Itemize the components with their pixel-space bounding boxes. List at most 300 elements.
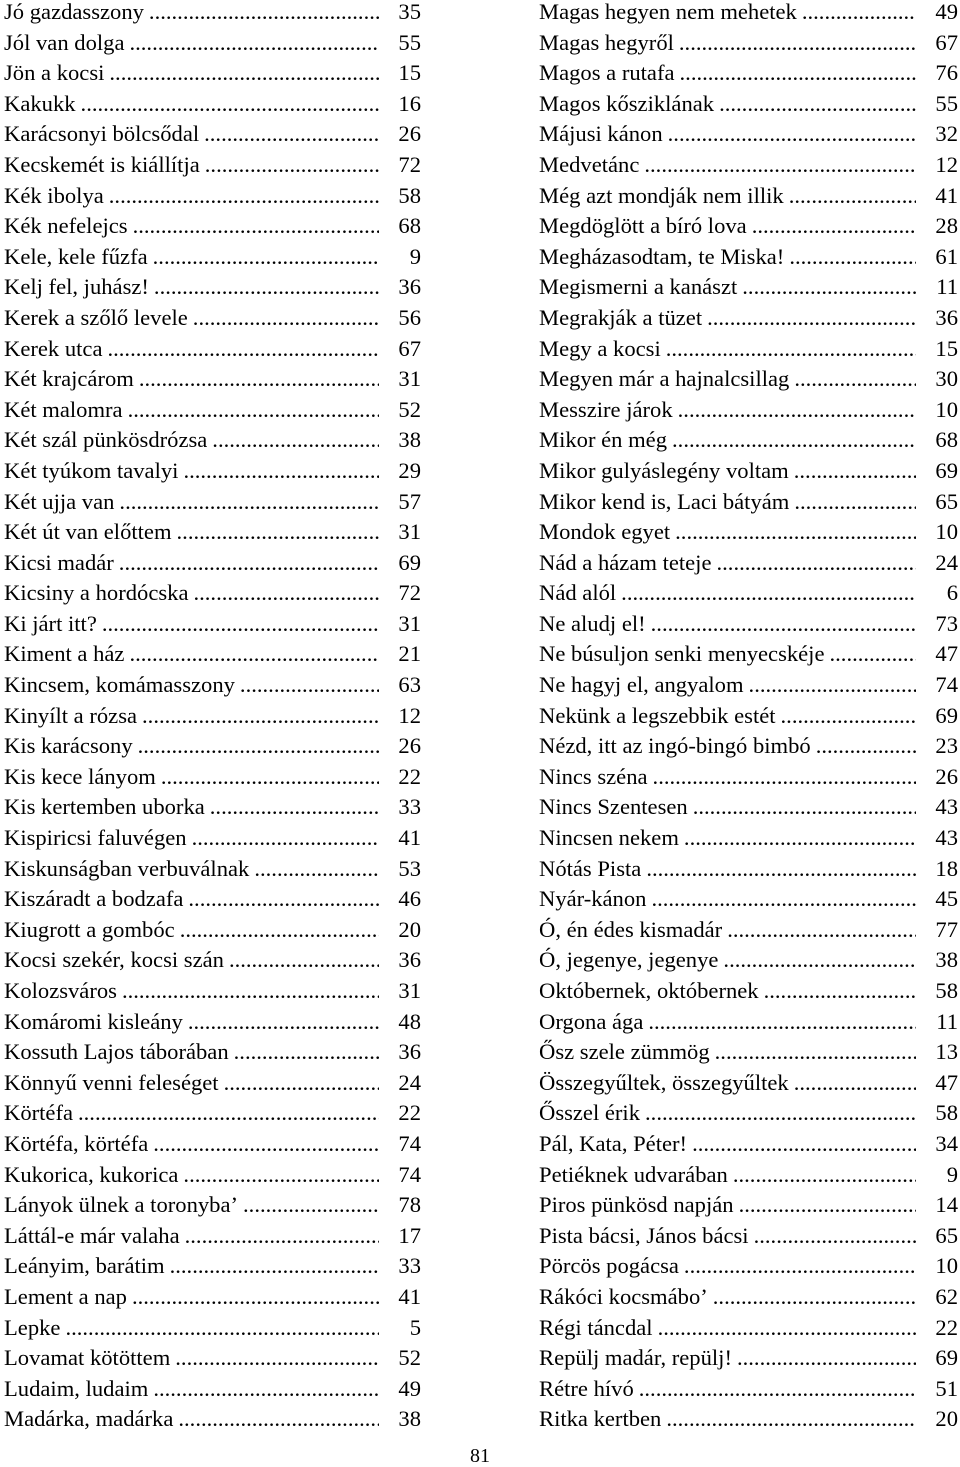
entry-page-number: 36 bbox=[398, 274, 421, 300]
dot-leader bbox=[183, 459, 379, 483]
entry-title: Kerek utca bbox=[4, 335, 103, 361]
entry-page-number: 12 bbox=[398, 702, 421, 728]
entry-title: Medvetánc bbox=[539, 151, 640, 177]
entry-page-number: 5 bbox=[409, 1314, 421, 1340]
entry-page-number: 41 bbox=[398, 825, 421, 851]
dot-leader bbox=[737, 1346, 916, 1370]
index-entry bbox=[4, 1163, 421, 1194]
entry-title: Megházasodtam, te Miska! bbox=[539, 243, 785, 269]
entry-title: Ludaim, ludaim bbox=[4, 1375, 149, 1401]
dot-leader bbox=[139, 367, 379, 391]
entry-page-number: 69 bbox=[935, 1345, 958, 1371]
index-entry bbox=[539, 1254, 958, 1285]
entry-page-number: 31 bbox=[398, 610, 421, 636]
dot-leader bbox=[180, 918, 379, 942]
entry-title: Megdöglött a bíró lova bbox=[539, 213, 747, 239]
entry-page-number: 26 bbox=[398, 121, 421, 147]
entry-title: Nótás Pista bbox=[539, 855, 642, 881]
index-entry bbox=[539, 918, 958, 949]
dot-leader bbox=[794, 367, 916, 391]
entry-page-number: 20 bbox=[398, 916, 421, 942]
index-entry bbox=[539, 795, 958, 826]
entry-page-number: 41 bbox=[398, 1283, 421, 1309]
entry-title: Pál, Kata, Péter! bbox=[539, 1130, 688, 1156]
entry-page-number: 56 bbox=[398, 304, 421, 330]
entry-page-number: 43 bbox=[935, 825, 958, 851]
entry-page-number: 14 bbox=[935, 1192, 958, 1218]
entry-page-number: 49 bbox=[935, 0, 958, 24]
dot-leader bbox=[789, 245, 916, 269]
entry-page-number: 74 bbox=[935, 672, 958, 698]
entry-page-number: 52 bbox=[398, 1345, 421, 1371]
dot-leader bbox=[727, 918, 916, 942]
dot-leader bbox=[78, 1101, 379, 1125]
entry-title: Két malomra bbox=[4, 396, 123, 422]
entry-title: Régi táncdal bbox=[539, 1314, 653, 1340]
dot-leader bbox=[122, 979, 379, 1003]
index-entry bbox=[539, 673, 958, 704]
entry-page-number: 63 bbox=[398, 672, 421, 698]
dot-leader bbox=[715, 1040, 916, 1064]
dot-leader bbox=[193, 581, 379, 605]
index-entry bbox=[4, 765, 421, 796]
dot-leader bbox=[128, 398, 379, 422]
entry-title: Ki járt itt? bbox=[4, 610, 97, 636]
entry-title: Karácsonyi bölcsődal bbox=[4, 121, 200, 147]
entry-title: Kicsi madár bbox=[4, 549, 114, 575]
index-entry bbox=[4, 826, 421, 857]
entry-title: Kocsi szekér, kocsi szán bbox=[4, 947, 224, 973]
index-entry bbox=[539, 459, 958, 490]
entry-page-number: 51 bbox=[935, 1375, 958, 1401]
index-entry bbox=[4, 551, 421, 582]
entry-page-number: 52 bbox=[398, 396, 421, 422]
index-entry bbox=[539, 704, 958, 735]
entry-page-number: 48 bbox=[398, 1008, 421, 1034]
dot-leader bbox=[739, 1193, 916, 1217]
entry-page-number: 26 bbox=[935, 763, 958, 789]
entry-page-number: 34 bbox=[935, 1130, 958, 1156]
entry-page-number: 41 bbox=[935, 182, 958, 208]
index-entry bbox=[4, 979, 421, 1010]
index-entry bbox=[539, 184, 958, 215]
dot-leader bbox=[133, 214, 379, 238]
index-entry bbox=[4, 275, 421, 306]
entry-page-number: 13 bbox=[935, 1039, 958, 1065]
entry-page-number: 11 bbox=[936, 1008, 958, 1034]
entry-title: Ne búsuljon senki menyecskéje bbox=[539, 641, 825, 667]
entry-page-number: 58 bbox=[935, 1100, 958, 1126]
index-entry bbox=[4, 795, 421, 826]
dot-leader bbox=[177, 520, 379, 544]
entry-title: Kecskemét is kiállítja bbox=[4, 151, 200, 177]
entry-title: Kiskunságban verbuválnak bbox=[4, 855, 250, 881]
index-entry bbox=[539, 1010, 958, 1041]
dot-leader bbox=[658, 1316, 916, 1340]
dot-leader bbox=[132, 1285, 379, 1309]
entry-title: Két szál pünkösdrózsa bbox=[4, 427, 208, 453]
entry-page-number: 22 bbox=[935, 1314, 958, 1340]
entry-title: Körtéfa bbox=[4, 1100, 73, 1126]
dot-leader bbox=[254, 857, 379, 881]
index-entry bbox=[4, 1285, 421, 1316]
dot-leader bbox=[204, 122, 379, 146]
index-entry bbox=[539, 551, 958, 582]
dot-leader bbox=[668, 122, 916, 146]
entry-page-number: 46 bbox=[398, 886, 421, 912]
index-entry bbox=[4, 337, 421, 368]
entry-title: Körtéfa, körtéfa bbox=[4, 1130, 149, 1156]
index-entry bbox=[4, 1132, 421, 1163]
index-entry bbox=[539, 398, 958, 429]
entry-title: Nád a házam teteje bbox=[539, 549, 712, 575]
dot-leader bbox=[138, 734, 379, 758]
index-entry bbox=[4, 857, 421, 888]
index-entry bbox=[4, 214, 421, 245]
entry-page-number: 16 bbox=[398, 90, 421, 116]
entry-page-number: 45 bbox=[935, 886, 958, 912]
entry-title: Kicsiny a hordócska bbox=[4, 580, 189, 606]
entry-title: Jól van dolga bbox=[4, 29, 125, 55]
dot-leader bbox=[723, 948, 916, 972]
entry-title: Kele, kele fűzfa bbox=[4, 243, 148, 269]
entry-title: Megyen már a hajnalcsillag bbox=[539, 366, 790, 392]
index-entry bbox=[4, 673, 421, 704]
entry-title: Megismerni a kanászt bbox=[539, 274, 738, 300]
index-entry bbox=[4, 612, 421, 643]
entry-page-number: 21 bbox=[398, 641, 421, 667]
entry-page-number: 31 bbox=[398, 978, 421, 1003]
index-entry bbox=[4, 1316, 421, 1347]
index-column-right bbox=[539, 0, 958, 1438]
dot-leader bbox=[188, 887, 379, 911]
entry-page-number: 15 bbox=[398, 60, 421, 86]
entry-title: Nincs széna bbox=[539, 763, 648, 789]
index-entry bbox=[539, 520, 958, 551]
index-entry bbox=[4, 948, 421, 979]
dot-leader bbox=[153, 1132, 379, 1156]
entry-title: Piros pünkösd napján bbox=[539, 1192, 734, 1218]
entry-page-number: 35 bbox=[398, 0, 421, 24]
entry-title: Kukorica, kukorica bbox=[4, 1161, 179, 1187]
entry-page-number: 10 bbox=[935, 1253, 958, 1279]
entry-title: Két ujja van bbox=[4, 488, 115, 514]
index-entry bbox=[4, 153, 421, 184]
index-entry bbox=[539, 1101, 958, 1132]
entry-title: Pista bácsi, János bácsi bbox=[539, 1222, 749, 1248]
dot-leader bbox=[684, 826, 916, 850]
index-entry bbox=[539, 0, 958, 31]
entry-page-number: 36 bbox=[398, 1039, 421, 1065]
index-entry bbox=[539, 275, 958, 306]
entry-title: Nekünk a legszebbik estét bbox=[539, 702, 776, 728]
entry-title: Pörcös pogácsa bbox=[539, 1253, 679, 1279]
dot-leader bbox=[129, 31, 379, 55]
index-entry bbox=[539, 61, 958, 92]
dot-leader bbox=[794, 1071, 916, 1095]
dot-leader bbox=[794, 459, 916, 483]
entry-page-number: 15 bbox=[935, 335, 958, 361]
entry-title: Kis karácsony bbox=[4, 733, 133, 759]
entry-title: Mikor kend is, Laci bátyám bbox=[539, 488, 790, 514]
entry-page-number: 65 bbox=[935, 1222, 958, 1248]
entry-page-number: 22 bbox=[398, 1100, 421, 1126]
index-entry bbox=[539, 367, 958, 398]
dot-leader bbox=[178, 1407, 379, 1431]
entry-page-number: 74 bbox=[398, 1161, 421, 1187]
dot-leader bbox=[240, 673, 379, 697]
dot-leader bbox=[692, 1132, 916, 1156]
entry-page-number: 24 bbox=[935, 549, 958, 575]
page-number: 81 bbox=[470, 1445, 490, 1467]
index-entry bbox=[539, 306, 958, 337]
index-entry bbox=[539, 92, 958, 123]
entry-page-number: 31 bbox=[398, 366, 421, 392]
dot-leader bbox=[192, 826, 379, 850]
entry-title: Jön a kocsi bbox=[4, 60, 105, 86]
index-entry bbox=[4, 459, 421, 490]
dot-leader bbox=[107, 337, 379, 361]
dot-leader bbox=[794, 490, 916, 514]
entry-page-number: 24 bbox=[398, 1069, 421, 1095]
entry-page-number: 65 bbox=[935, 488, 958, 514]
index-entry bbox=[539, 428, 958, 459]
index-entry bbox=[539, 642, 958, 673]
dot-leader bbox=[645, 1101, 916, 1125]
index-entry bbox=[4, 1040, 421, 1071]
entry-title: Két út van előttem bbox=[4, 519, 172, 545]
entry-title: Nád alól bbox=[539, 580, 617, 606]
index-entry bbox=[539, 1407, 958, 1438]
entry-title: Kiszáradt a bodzafa bbox=[4, 886, 184, 912]
dot-leader bbox=[65, 1316, 379, 1340]
entry-page-number: 69 bbox=[398, 549, 421, 575]
entry-title: Messzire járok bbox=[539, 396, 673, 422]
entry-page-number: 33 bbox=[398, 794, 421, 820]
dot-leader bbox=[816, 734, 916, 758]
entry-title: Petiéknek udvarában bbox=[539, 1161, 728, 1187]
index-entry bbox=[539, 948, 958, 979]
entry-page-number: 68 bbox=[935, 427, 958, 453]
index-entry bbox=[539, 153, 958, 184]
dot-leader bbox=[651, 612, 916, 636]
index-entry bbox=[539, 31, 958, 62]
entry-page-number: 76 bbox=[935, 60, 958, 86]
dot-leader bbox=[193, 306, 379, 330]
index-entry bbox=[4, 1254, 421, 1285]
index-entry bbox=[4, 734, 421, 765]
dot-leader bbox=[185, 1224, 379, 1248]
dot-leader bbox=[644, 153, 916, 177]
index-entry bbox=[4, 1377, 421, 1408]
entry-page-number: 28 bbox=[935, 213, 958, 239]
entry-page-number: 9 bbox=[409, 243, 421, 269]
entry-page-number: 47 bbox=[935, 641, 958, 667]
entry-page-number: 58 bbox=[935, 978, 958, 1003]
entry-page-number: 31 bbox=[398, 519, 421, 545]
index-column-left bbox=[4, 0, 421, 1438]
entry-title: Lányok ülnek a toronyba’ bbox=[4, 1192, 239, 1218]
entry-title: Ősz szele zümmög bbox=[539, 1039, 710, 1065]
entry-title: Megrakják a tüzet bbox=[539, 304, 703, 330]
entry-page-number: 58 bbox=[398, 182, 421, 208]
entry-title: Ősszel érik bbox=[539, 1100, 641, 1126]
dot-leader bbox=[109, 61, 379, 85]
entry-page-number: 12 bbox=[935, 151, 958, 177]
index-entry bbox=[539, 1346, 958, 1377]
dot-leader bbox=[149, 0, 379, 24]
entry-page-number: 20 bbox=[935, 1406, 958, 1432]
index-entry bbox=[4, 1407, 421, 1438]
dot-leader bbox=[648, 1010, 916, 1034]
dot-leader bbox=[830, 642, 917, 666]
entry-title: Komáromi kisleány bbox=[4, 1008, 183, 1034]
entry-page-number: 11 bbox=[936, 274, 958, 300]
entry-title: Két krajcárom bbox=[4, 366, 134, 392]
dot-leader bbox=[651, 887, 916, 911]
entry-page-number: 49 bbox=[398, 1375, 421, 1401]
index-entry bbox=[4, 245, 421, 276]
dot-leader bbox=[142, 704, 379, 728]
entry-title: Kincsem, komámasszony bbox=[4, 672, 235, 698]
entry-title: Összegyűltek, összegyűltek bbox=[539, 1069, 789, 1095]
dot-leader bbox=[188, 1010, 379, 1034]
entry-title: Kispiricsi faluvégen bbox=[4, 825, 187, 851]
entry-page-number: 29 bbox=[398, 457, 421, 483]
dot-leader bbox=[153, 245, 379, 269]
index-entry bbox=[4, 398, 421, 429]
entry-page-number: 6 bbox=[946, 580, 958, 606]
dot-leader bbox=[666, 337, 916, 361]
index-entry bbox=[4, 122, 421, 153]
entry-page-number: 67 bbox=[935, 29, 958, 55]
entry-title: Ritka kertben bbox=[539, 1406, 662, 1432]
index-entry bbox=[4, 0, 421, 31]
entry-title: Madárka, madárka bbox=[4, 1406, 174, 1432]
entry-title: Kelj fel, juhász! bbox=[4, 274, 149, 300]
entry-title: Kiugrott a gombóc bbox=[4, 916, 175, 942]
entry-page-number: 36 bbox=[935, 304, 958, 330]
dot-leader bbox=[713, 1285, 916, 1309]
entry-title: Mikor gulyáslegény voltam bbox=[539, 457, 789, 483]
entry-title: Kossuth Lajos táborában bbox=[4, 1039, 229, 1065]
entry-page-number: 26 bbox=[398, 733, 421, 759]
entry-title: Magos a rutafa bbox=[539, 60, 675, 86]
index-entry bbox=[539, 979, 958, 1010]
dot-leader bbox=[684, 1254, 916, 1278]
index-entry bbox=[539, 122, 958, 153]
dot-leader bbox=[653, 765, 916, 789]
dot-leader bbox=[749, 673, 916, 697]
entry-title: Ne hagyj el, angyalom bbox=[539, 672, 744, 698]
entry-page-number: 72 bbox=[398, 580, 421, 606]
dot-leader bbox=[719, 92, 916, 116]
entry-page-number: 10 bbox=[935, 396, 958, 422]
entry-page-number: 10 bbox=[935, 519, 958, 545]
index-entry bbox=[4, 306, 421, 337]
index-entry bbox=[4, 1193, 421, 1224]
index-entry bbox=[4, 642, 421, 673]
dot-leader bbox=[175, 1346, 379, 1370]
dot-leader bbox=[224, 1071, 379, 1095]
dot-leader bbox=[170, 1254, 379, 1278]
dot-leader bbox=[742, 275, 916, 299]
entry-title: Láttál-e már valaha bbox=[4, 1222, 180, 1248]
entry-page-number: 18 bbox=[935, 855, 958, 881]
index-entry bbox=[4, 490, 421, 521]
dot-leader bbox=[672, 428, 916, 452]
entry-title: Könnyű venni feleséget bbox=[4, 1069, 219, 1095]
index-entry bbox=[4, 887, 421, 918]
index-entry bbox=[539, 214, 958, 245]
index-entry bbox=[539, 490, 958, 521]
entry-title: Magas hegyen nem mehetek bbox=[539, 0, 797, 24]
dot-leader bbox=[680, 61, 916, 85]
index-entry bbox=[4, 61, 421, 92]
dot-leader bbox=[781, 704, 916, 728]
entry-page-number: 22 bbox=[398, 763, 421, 789]
entry-title: Kakukk bbox=[4, 90, 76, 116]
entry-page-number: 55 bbox=[935, 90, 958, 116]
dot-leader bbox=[707, 306, 916, 330]
entry-page-number: 38 bbox=[398, 1406, 421, 1432]
dot-leader bbox=[764, 979, 916, 1003]
index-entry bbox=[4, 1346, 421, 1377]
dot-leader bbox=[752, 214, 916, 238]
entry-page-number: 62 bbox=[935, 1283, 958, 1309]
entry-title: Kis kertemben uborka bbox=[4, 794, 205, 820]
entry-title: Két tyúkom tavalyi bbox=[4, 457, 179, 483]
index-entry bbox=[539, 581, 958, 612]
entry-page-number: 55 bbox=[398, 29, 421, 55]
entry-page-number: 53 bbox=[398, 855, 421, 881]
dot-leader bbox=[678, 398, 916, 422]
index-entry bbox=[4, 1071, 421, 1102]
dot-leader bbox=[119, 551, 379, 575]
entry-title: Lovamat kötöttem bbox=[4, 1345, 171, 1371]
index-entry bbox=[539, 765, 958, 796]
index-entry bbox=[539, 1224, 958, 1255]
dot-leader bbox=[109, 184, 379, 208]
index-entry bbox=[4, 1224, 421, 1255]
entry-title: Rákóci kocsmábo’ bbox=[539, 1283, 708, 1309]
dot-leader bbox=[802, 0, 916, 24]
index-entry bbox=[4, 520, 421, 551]
entry-title: Októbernek, októbernek bbox=[539, 978, 759, 1003]
index-entry bbox=[539, 1071, 958, 1102]
entry-page-number: 61 bbox=[935, 243, 958, 269]
entry-title: Nézd, itt az ingó-bingó bimbó bbox=[539, 733, 811, 759]
entry-title: Repülj madár, repülj! bbox=[539, 1345, 732, 1371]
index-entry bbox=[539, 1040, 958, 1071]
entry-page-number: 69 bbox=[935, 702, 958, 728]
index-entry bbox=[539, 245, 958, 276]
entry-title: Magos kősziklának bbox=[539, 90, 715, 116]
dot-leader bbox=[153, 1377, 379, 1401]
dot-leader bbox=[234, 1040, 379, 1064]
index-entry bbox=[539, 887, 958, 918]
entry-title: Magas hegyről bbox=[539, 29, 674, 55]
entry-title: Megy a kocsi bbox=[539, 335, 661, 361]
dot-leader bbox=[205, 153, 379, 177]
entry-title: Mikor én még bbox=[539, 427, 668, 453]
index-entry bbox=[539, 1285, 958, 1316]
index-entry bbox=[539, 826, 958, 857]
index-entry bbox=[4, 31, 421, 62]
entry-page-number: 43 bbox=[935, 794, 958, 820]
entry-page-number: 73 bbox=[935, 610, 958, 636]
dot-leader bbox=[675, 520, 916, 544]
